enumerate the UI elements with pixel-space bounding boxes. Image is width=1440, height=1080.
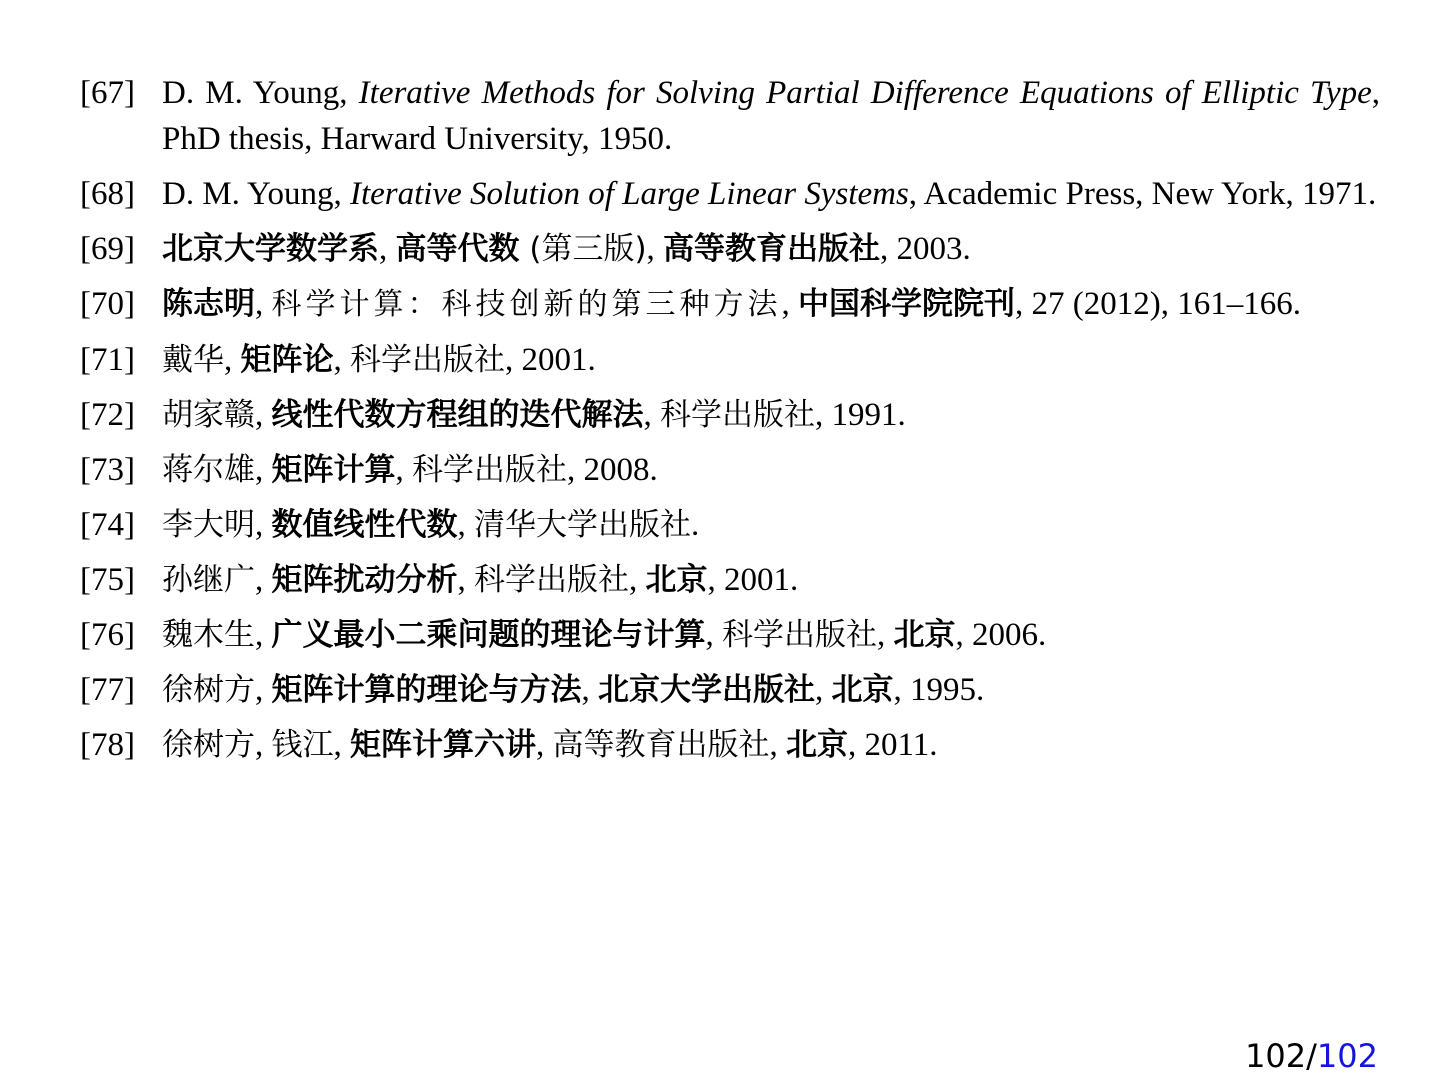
separator: , xyxy=(255,727,272,763)
separator: , xyxy=(255,562,272,598)
reference-item-77 xyxy=(80,667,1380,713)
separator: , xyxy=(255,452,272,488)
reference-number: [68] xyxy=(80,176,135,212)
separator: , xyxy=(333,342,350,378)
reference-item-68 xyxy=(80,171,1380,217)
reference-author: D. M. Young, xyxy=(162,176,350,212)
reference-author: 戴华 xyxy=(162,342,224,378)
reference-details: , 2003. xyxy=(880,231,971,267)
reference-details: , 2008. xyxy=(567,452,658,488)
reference-title: 数值线性代数 xyxy=(271,507,458,543)
reference-publisher: 科学出版社 xyxy=(350,342,505,378)
separator: , xyxy=(224,342,241,378)
reference-item-78 xyxy=(80,722,1380,768)
reference-author-2: 钱江 xyxy=(271,727,334,763)
reference-title: Iterative Solution of Large Linear Systems xyxy=(349,176,909,212)
reference-author: 李大明 xyxy=(162,507,255,543)
reference-item-70 xyxy=(80,281,1380,328)
reference-publisher: 科学出版社 xyxy=(660,397,815,433)
separator: , xyxy=(255,617,272,653)
reference-body xyxy=(162,447,1380,493)
reference-city: 北京 xyxy=(893,617,956,653)
reference-item-74 xyxy=(80,502,1380,548)
separator: , xyxy=(781,286,798,322)
reference-body xyxy=(162,337,1380,383)
reference-body xyxy=(162,70,1380,162)
separator: , xyxy=(643,397,660,433)
reference-publisher: 科学出版社 xyxy=(412,452,567,488)
page-separator: / xyxy=(1306,1037,1317,1075)
separator: , xyxy=(581,672,598,708)
reference-number: [73] xyxy=(80,452,135,488)
reference-title: 高等代数 xyxy=(395,231,520,267)
reference-author: 蒋尔雄 xyxy=(162,452,255,488)
page-current: 102 xyxy=(1245,1037,1307,1075)
reference-details: , 2001. xyxy=(707,562,799,598)
reference-details: , 2001. xyxy=(505,342,596,378)
reference-body xyxy=(162,502,1380,548)
separator: , xyxy=(815,672,832,708)
separator: , xyxy=(333,727,350,763)
reference-number: [69] xyxy=(80,231,135,267)
reference-item-72 xyxy=(80,392,1380,438)
reference-city: 北京 xyxy=(831,672,894,708)
reference-body xyxy=(162,612,1380,658)
reference-city: 北京 xyxy=(786,727,848,763)
reference-title: 矩阵扰动分析 xyxy=(271,562,458,598)
reference-author: 徐树方 xyxy=(162,672,255,708)
separator: , xyxy=(769,727,786,763)
reference-title: 矩阵论 xyxy=(240,342,334,378)
separator: , xyxy=(646,231,664,267)
page-number xyxy=(1245,1036,1378,1076)
reference-city: 北京 xyxy=(645,562,708,598)
reference-edition: (第三版) xyxy=(519,231,647,267)
reference-body xyxy=(162,722,1380,768)
reference-body xyxy=(162,667,1380,713)
reference-publisher: 科学出版社 xyxy=(474,562,629,598)
separator: , xyxy=(255,286,272,322)
reference-details: , 1991. xyxy=(815,397,906,433)
reference-details: , 27 (2012), 161–166. xyxy=(1015,286,1301,322)
reference-body xyxy=(162,557,1380,603)
separator: , xyxy=(395,452,412,488)
reference-title: Iterative Methods for Solving Partial Difference Equations of Elliptic Type xyxy=(358,75,1372,111)
reference-publisher: 北京大学出版社 xyxy=(598,672,815,708)
reference-details: , 2011. xyxy=(848,727,938,763)
reference-item-73 xyxy=(80,447,1380,493)
reference-title: 线性代数方程组的迭代解法 xyxy=(271,397,644,433)
separator: , xyxy=(379,231,396,267)
separator: , xyxy=(457,507,474,543)
reference-author: 胡家赣 xyxy=(162,397,255,433)
reference-details: , 2006. xyxy=(955,617,1047,653)
reference-body xyxy=(162,392,1380,438)
separator: , xyxy=(705,617,722,653)
reference-number: [70] xyxy=(80,286,135,322)
reference-number: [74] xyxy=(80,507,135,543)
reference-journal: 中国科学院院刊 xyxy=(798,286,1015,322)
reference-body xyxy=(162,171,1380,217)
reference-author: D. M. Young, xyxy=(162,75,359,111)
reference-title: 矩阵计算 xyxy=(271,452,396,488)
reference-item-71 xyxy=(80,337,1380,383)
separator: , xyxy=(255,672,272,708)
reference-number: [78] xyxy=(80,727,135,763)
reference-details: , Academic Press, New York, 1971. xyxy=(908,176,1377,212)
reference-number: [71] xyxy=(80,342,135,378)
reference-publisher: 科学出版社 xyxy=(722,617,877,653)
reference-title: 矩阵计算的理论与方法 xyxy=(271,672,582,708)
separator: , xyxy=(255,507,272,543)
reference-number: [67] xyxy=(80,75,135,111)
reference-author: 孙继广 xyxy=(162,562,255,598)
reference-body xyxy=(162,281,1380,328)
reference-details: , 1995. xyxy=(893,672,985,708)
reference-item-75 xyxy=(80,557,1380,603)
reference-publisher: 高等教育出版社 xyxy=(663,231,881,267)
reference-title: 矩阵计算六讲 xyxy=(350,727,536,763)
reference-details: , PhD thesis, Harward University, 1950. xyxy=(162,75,1380,157)
reference-number: [77] xyxy=(80,672,135,708)
reference-title: 广义最小二乘问题的理论与计算 xyxy=(271,617,706,653)
separator: , xyxy=(457,562,474,598)
reference-body xyxy=(162,226,1380,272)
reference-author: 陈志明 xyxy=(162,286,255,322)
reference-number: [75] xyxy=(80,562,135,598)
reference-item-67 xyxy=(80,70,1380,162)
page-total-link[interactable]: 102 xyxy=(1316,1037,1378,1075)
reference-details: . xyxy=(691,507,700,543)
separator: , xyxy=(629,562,646,598)
reference-author: 魏木生 xyxy=(162,617,255,653)
separator: , xyxy=(877,617,894,653)
reference-item-69 xyxy=(80,226,1380,272)
reference-number: [72] xyxy=(80,397,135,433)
reference-publisher: 清华大学出版社 xyxy=(474,507,691,543)
reference-item-76 xyxy=(80,612,1380,658)
reference-publisher: 高等教育出版社 xyxy=(552,727,770,763)
reference-list xyxy=(80,70,1380,777)
reference-author: 北京大学数学系 xyxy=(162,231,379,267)
separator: , xyxy=(255,397,272,433)
reference-author: 徐树方 xyxy=(162,727,255,763)
reference-title: 科学计算：科技创新的第三种方法 xyxy=(271,287,782,322)
reference-number: [76] xyxy=(80,617,135,653)
separator: , xyxy=(536,727,553,763)
